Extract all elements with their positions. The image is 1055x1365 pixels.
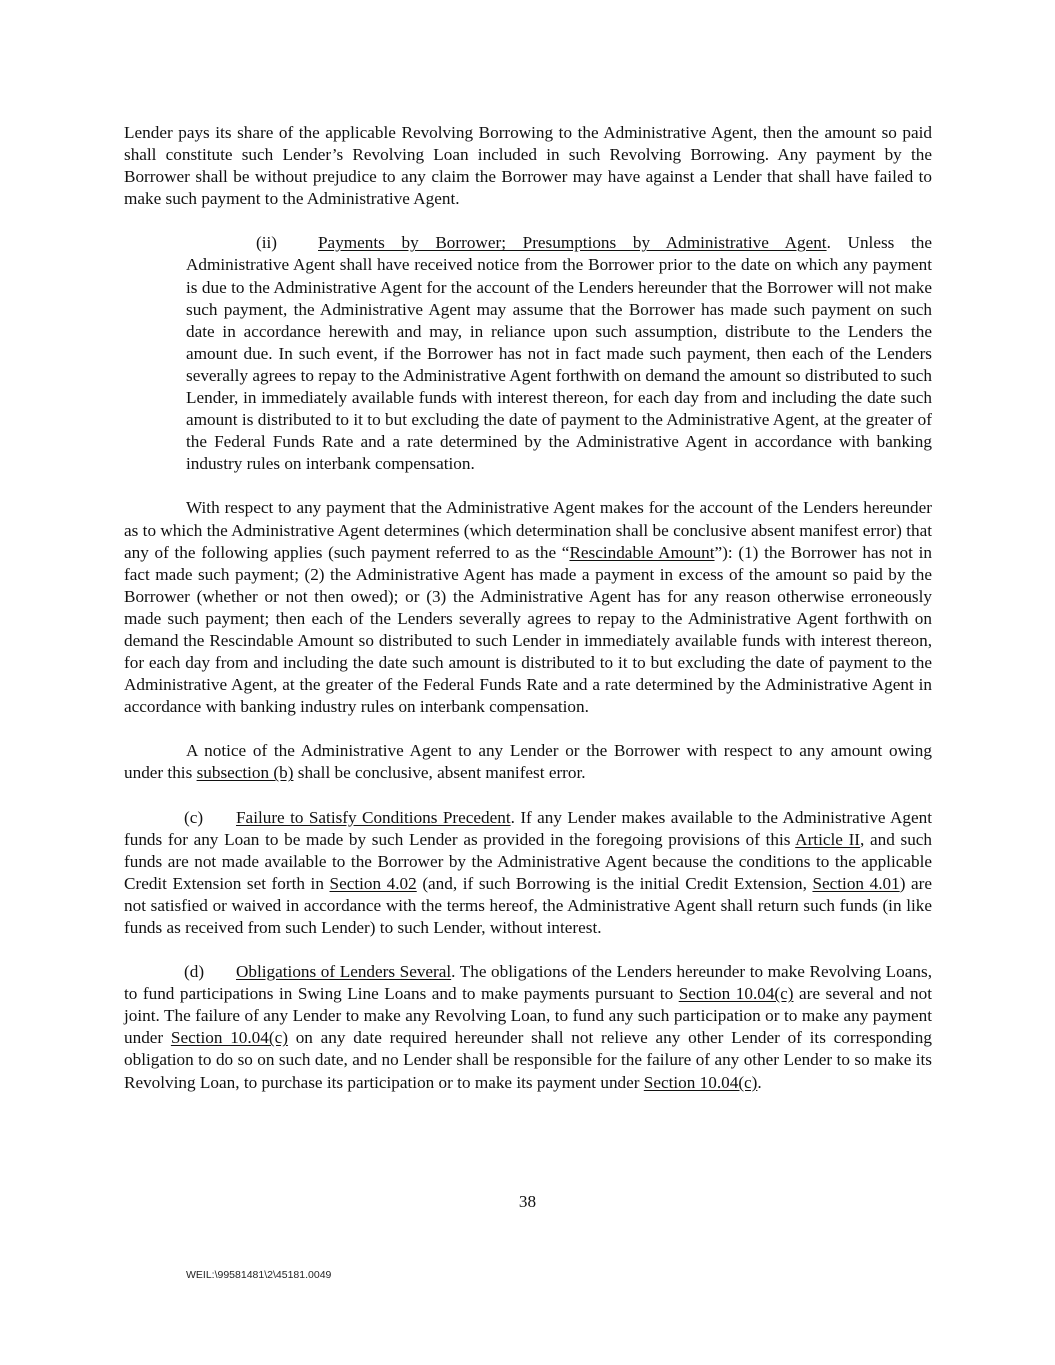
paragraph-rescindable-after: ”): (1) the Borrower has not in fact made such payment; (2) the Administrative Agent has made a payment in excess of the amount so paid by the Borrower (whether or not then owed); or (3) the Administrative Agent has for any reason otherwise erroneously made such payment; then each of the Lenders severally agrees to repay to the Administrative Agent forthwith on demand the Rescindable Amount so distributed to such Lender in immediately available funds with interest thereon, for each day from and including the date such amount is distributed to it to but excluding the date of payment to the Administrative Agent, at the greater of the Federal Funds Rate and a rate determined by the Administrative Agent in accordance with banking industry rules on interbank compensation. xyxy=(124,542,932,717)
spacer xyxy=(124,939,932,961)
reference-section-10-04-c: Section 10.04(c) xyxy=(170,1028,288,1048)
paragraph-d-text-3: on any date required hereunder shall not relieve any other Lender of its corresponding obligation to do so on such date, and no Lender shall be responsible for the failure of any other Lender to so make its Revolving Loan, to purchase its participation or to make its payment under xyxy=(124,1028,932,1092)
page-number: 38 xyxy=(518,1192,537,1211)
document-footer-id: WEIL:\99581481\2\45181.0049 xyxy=(186,1269,332,1281)
paragraph-rescindable-before: With respect to any payment that the Administrative Agent makes for the account of the Lenders hereunder as to which the Administrative Agent determines (which determination shall be conclusive absent manifest error) that any of the following applies (such payment referred to as the “ xyxy=(124,498,932,562)
reference-subsection-b: subsection (b) xyxy=(196,763,294,783)
paragraph-ii xyxy=(186,232,932,475)
paragraph-d-label: (d) xyxy=(184,962,205,982)
paragraph-notice-before: A notice of the Administrative Agent to any Lender or the Borrower with respect to any amount owing under this xyxy=(124,741,932,783)
paragraph-c-text-3: (and, if such Borrowing is the initial Credit Extension, xyxy=(416,873,813,893)
paragraph-intro: Lender pays its share of the applicable Revolving Borrowing to the Administrative Agent, then the amount so paid shall constitute such Lender’s Revolving Loan included in such Revolving Borrowing. Any payment by the Borrower shall be without prejudice to any claim the Borrower may have against a Lender that shall have failed to make such payment to the Administrative Agent. xyxy=(124,123,932,209)
reference-section-10-04-c: Section 10.04(c) xyxy=(678,984,794,1004)
paragraph-c-text-2: , and such funds are not made available to the Borrower by the Administrative Agent because the conditions to the applicable Credit Extension set forth in xyxy=(124,829,933,893)
reference-section-4-02: Section 4.02 xyxy=(329,873,417,893)
paragraph-c-label: (c) xyxy=(184,807,204,827)
spacer xyxy=(124,210,932,232)
paragraph-d-text-2: are several and not joint. The failure of any Lender to make any Revolving Loan, to fund any such participation or to make any payment under xyxy=(124,984,932,1048)
spacer xyxy=(124,475,932,497)
paragraph-c-heading: Failure to Satisfy Conditions Precedent xyxy=(236,807,511,827)
paragraph-ii-body: . Unless the Administrative Agent shall have received notice from the Borrower prior to the date on which any payment is due to the Administrative Agent for the account of the Lenders hereunder that the Borrower will not make such payment, the Administrative Agent may assume that the Borrower has made such payment on such date in accordance herewith and may, in reliance upon such assumption, distribute to the Lenders the amount due. In such event, if the Borrower has not in fact made such payment, then each of the Lenders severally agrees to repay to the Administrative Agent forthwith on demand the amount so distributed to such Lender, in immediately available funds with interest thereon, for each day from and including the date such amount is distributed to it to but excluding the date of payment to the Administrative Agent, at the greater of the Federal Funds Rate and a rate determined by the Administrative Agent in accordance with banking industry rules on interbank compensation. xyxy=(186,233,932,474)
paragraph-notice-after: shall be conclusive, absent manifest error. xyxy=(293,763,586,783)
spacer xyxy=(124,718,932,740)
paragraph-ii-label: (ii) xyxy=(256,233,277,253)
paragraph-rescindable xyxy=(124,497,932,718)
defined-term-rescindable-amount: Rescindable Amount xyxy=(569,542,715,562)
document-page xyxy=(124,122,932,1094)
paragraph-c-text-4: ) are not satisfied or waived in accordance with the terms hereof, the Administrative Agent shall return such funds (in like funds as received from such Lender) to such Lender, without interest. xyxy=(124,873,932,937)
reference-section-4-01: Section 4.01 xyxy=(812,873,900,893)
paragraph-d-heading: Obligations of Lenders Several xyxy=(236,962,452,982)
paragraph-ii-heading: Payments by Borrower; Presumptions by Administrative Agent xyxy=(318,233,827,253)
reference-section-10-04-c: Section 10.04(c) xyxy=(643,1072,758,1092)
paragraph-d xyxy=(124,961,932,1094)
paragraph-c-text-1: . If any Lender makes available to the Administrative Agent funds for any Loan to be made by such Lender as provided in the foregoing provisions of this xyxy=(124,807,932,849)
spacer xyxy=(124,785,932,807)
reference-article-ii: Article II xyxy=(795,829,861,849)
paragraph-ii-block xyxy=(186,232,932,475)
paragraph-d-text-1: . The obligations of the Lenders hereunder to make Revolving Loans, to fund participations in Swing Line Loans and to make payments pursuant to xyxy=(124,962,932,1004)
paragraph-notice xyxy=(124,740,932,784)
paragraph-c xyxy=(124,807,932,940)
paragraph-d-text-4: . xyxy=(757,1072,762,1092)
